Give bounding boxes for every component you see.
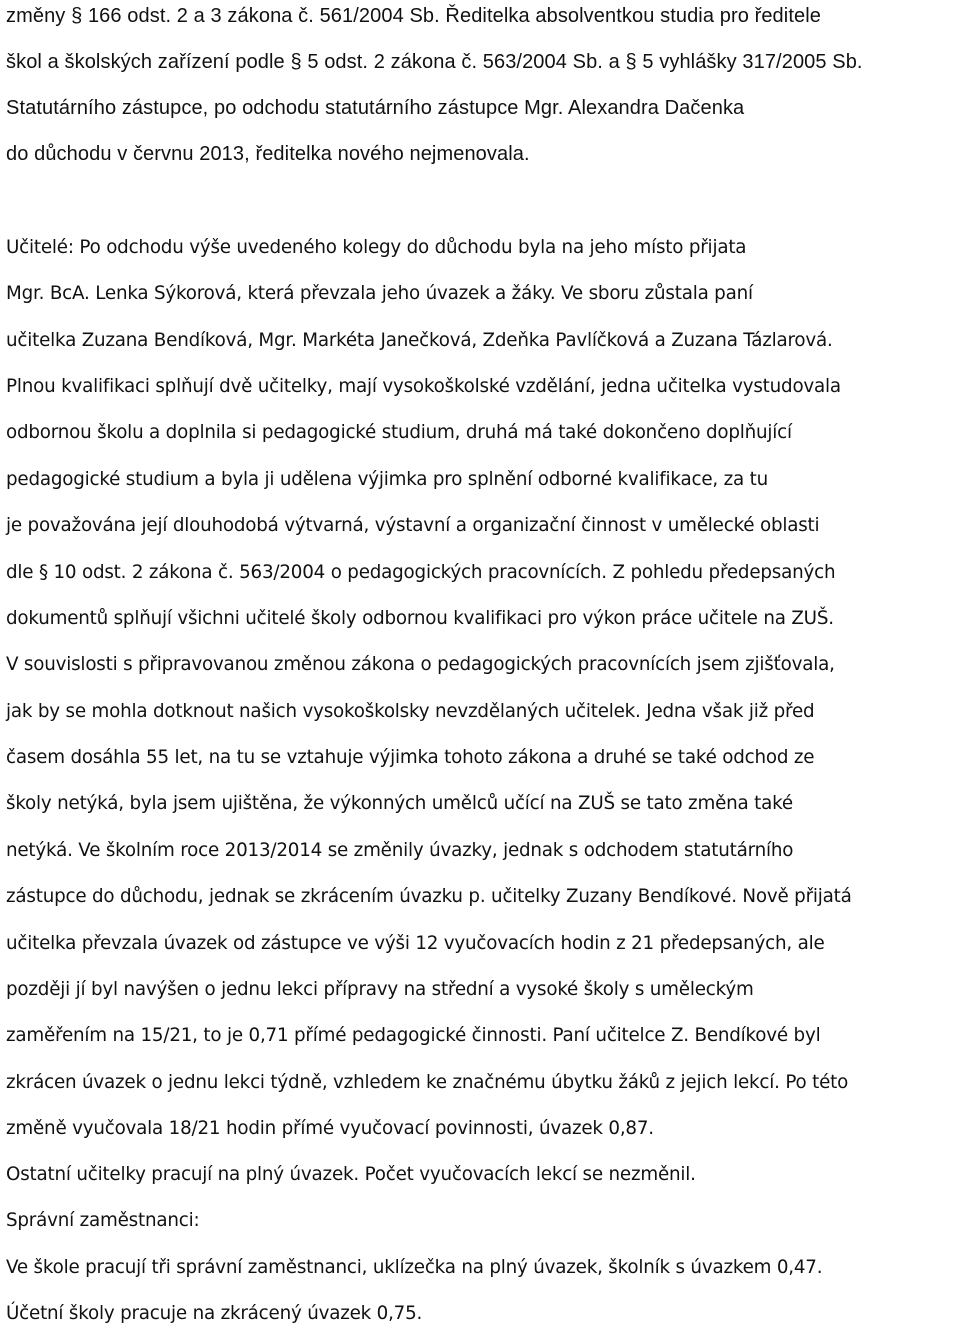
text-line: časem dosáhla 55 let, na tu se vztahuje výjimka tohoto zákona a druhé se také odchod ze bbox=[6, 747, 815, 768]
text-line: změně vyučovala 18/21 hodin přímé vyučovací povinnosti, úvazek 0,87. bbox=[6, 1118, 654, 1139]
text-line: změny § 166 odst. 2 a 3 zákona č. 561/2004 Sb. Ředitelka absolventkou studia pro ředitele bbox=[6, 5, 821, 27]
text-line: netýká. Ve školním roce 2013/2014 se změnily úvazky, jednak s odchodem statutárního bbox=[6, 840, 794, 861]
text-line: později jí byl navýšen o jednu lekci přípravy na střední a vysoké školy s uměleckým bbox=[6, 979, 754, 1000]
text-line: učitelka Zuzana Bendíková, Mgr. Markéta Janečková, Zdeňka Pavlíčková a Zuzana Tázlarová. bbox=[6, 330, 833, 351]
text-line: zástupce do důchodu, jednak se zkrácením úvazku p. učitelky Zuzany Bendíkové. Nově přijatá bbox=[6, 886, 852, 907]
text-line: zaměřením na 15/21, to je 0,71 přímé pedagogické činnosti. Paní učitelce Z. Bendíkové byl bbox=[6, 1025, 821, 1046]
text-line: dokumentů splňují všichni učitelé školy odbornou kvalifikaci pro výkon práce učitele na ZUŠ. bbox=[6, 608, 834, 629]
text-line: je považována její dlouhodobá výtvarná, výstavní a organizační činnost v umělecké oblasti bbox=[6, 515, 820, 536]
text-line: Ostatní učitelky pracují na plný úvazek. Počet vyučovacích lekcí se nezměnil. bbox=[6, 1164, 696, 1185]
text-line: učitelka převzala úvazek od zástupce ve výši 12 vyučovacích hodin z 21 předepsaných, ale bbox=[6, 933, 825, 954]
text-line: zkrácen úvazek o jednu lekci týdně, vzhledem ke značnému úbytku žáků z jejich lekcí. Po této bbox=[6, 1072, 849, 1093]
text-line: V souvislosti s připravovanou změnou zákona o pedagogických pracovnících jsem zjišťovala, bbox=[6, 654, 835, 675]
text-line: školy netýká, byla jsem ujištěna, že výkonných umělců učící na ZUŠ se tato změna také bbox=[6, 793, 793, 814]
text-line: pedagogické studium a byla ji udělena výjimka pro splnění odborné kvalifikace, za tu bbox=[6, 469, 768, 490]
text-line: Plnou kvalifikaci splňují dvě učitelky, mají vysokoškolské vzdělání, jedna učitelka vystudovala bbox=[6, 376, 841, 397]
text-line: odbornou školu a doplnila si pedagogické studium, druhá má také dokončeno doplňující bbox=[6, 422, 792, 443]
text-line: Ve škole pracují tři správní zaměstnanci, uklízečka na plný úvazek, školník s úvazkem 0,47. bbox=[6, 1257, 823, 1278]
text-line: Mgr. BcA. Lenka Sýkorová, která převzala jeho úvazek a žáky. Ve sboru zůstala paní bbox=[6, 283, 753, 304]
text-line: Učitelé: Po odchodu výše uvedeného kolegy do důchodu byla na jeho místo přijata bbox=[6, 237, 747, 258]
text-line: Statutárního zástupce, po odchodu statutárního zástupce Mgr. Alexandra Dačenka bbox=[6, 97, 745, 119]
text-line: Účetní školy pracuje na zkrácený úvazek 0,75. bbox=[6, 1303, 423, 1324]
text-line: škol a školských zařízení podle § 5 odst. 2 zákona č. 563/2004 Sb. a § 5 vyhlášky 317/2005 Sb. bbox=[6, 51, 863, 73]
section-heading: Správní zaměstnanci: bbox=[6, 1210, 200, 1231]
text-line: dle § 10 odst. 2 zákona č. 563/2004 o pedagogických pracovnících. Z pohledu předepsaných bbox=[6, 562, 836, 583]
text-line: jak by se mohla dotknout našich vysokoškolsky nevzdělaných učitelek. Jedna však již před bbox=[6, 701, 815, 722]
text-line: do důchodu v červnu 2013, ředitelka nového nejmenovala. bbox=[6, 143, 530, 165]
